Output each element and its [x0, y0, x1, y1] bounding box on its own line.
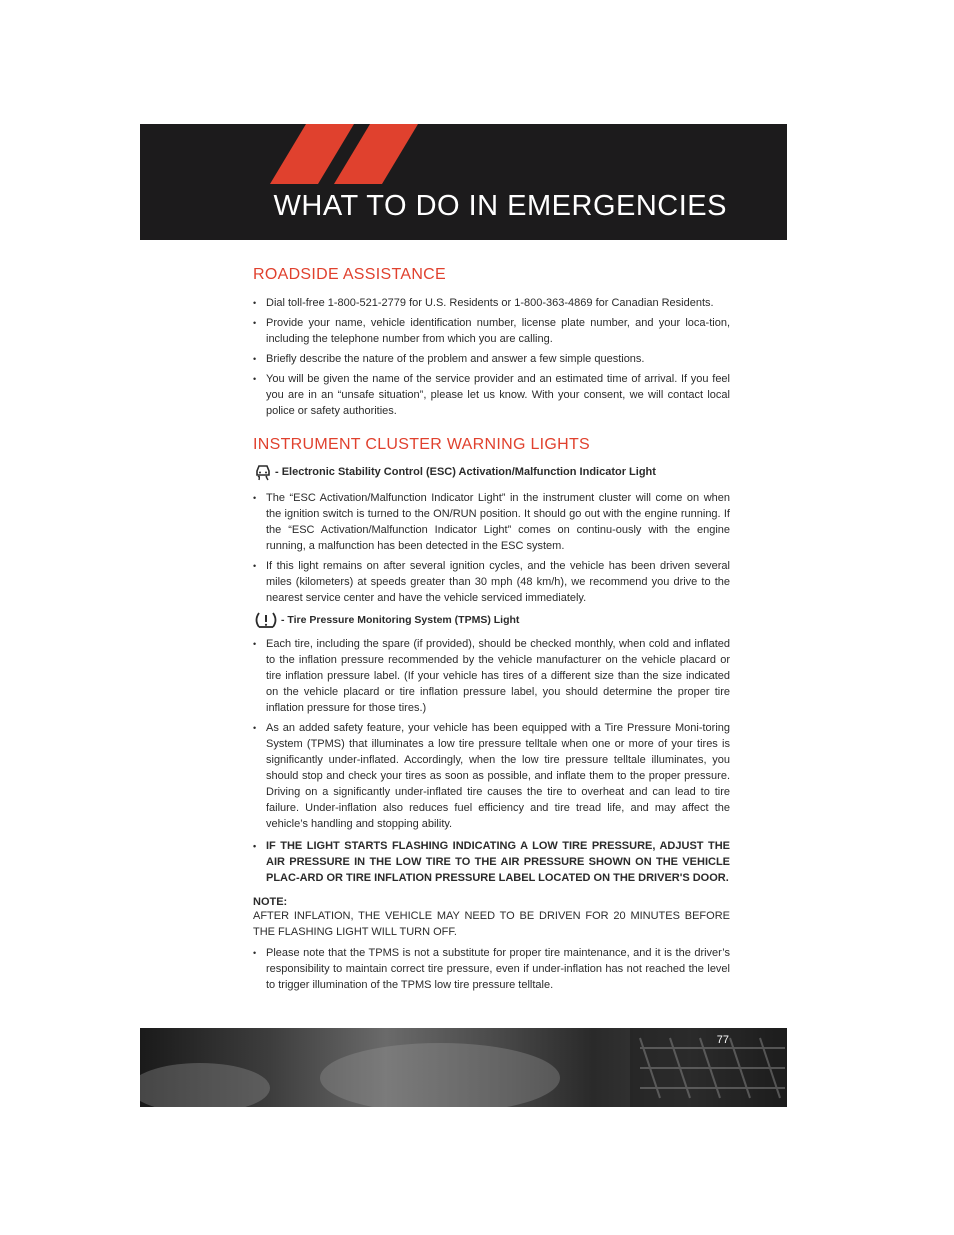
esc-subheading [253, 463, 730, 481]
list-item: • If this light remains on after several ignition cycles, and the vehicle has been driven several miles (kilometers) at speeds greater than 30 mph (48 km/h), we recommend you drive to the nearest service center and have the vehicle serviced immediately. [253, 558, 730, 606]
page-title: WHAT TO DO IN EMERGENCIES [273, 190, 727, 222]
list-item: • As an added safety feature, your vehicle has been equipped with a Tire Pressure Moni-toring System (TPMS) that illuminates a low tire pressure telltale when one or more of your tires is significantly under-inflated. Accordingly, when the low tire pressure telltale illuminates, you should stop and check your tires as soon as possible, and inflate them to the proper pressure. Driving on a significantly under-inflated tire causes the tire to overheat and can lead to tire failure. Under-inflation also reduces fuel efficiency and tire tread life, and may affect the vehicle’s handling and stopping ability. [253, 720, 730, 832]
roadside-list [253, 295, 730, 419]
list-item: • You will be given the name of the service provider and an estimated time of arrival. If you feel you are in an “unsafe situation”, please let us know. With your consent, we will contact local police or safety authorities. [253, 371, 730, 419]
page-header [140, 124, 787, 240]
esc-skid-icon [253, 463, 273, 481]
roadside-assistance-heading: ROADSIDE ASSISTANCE [253, 266, 447, 283]
warning-lights-heading: INSTRUMENT CLUSTER WARNING LIGHTS [253, 436, 591, 453]
note-label: NOTE: [253, 896, 288, 908]
tpms-final-list [253, 945, 730, 993]
esc-list [253, 490, 730, 606]
note-text: AFTER INFLATION, THE VEHICLE MAY NEED TO BE DRIVEN FOR 20 MINUTES BEFORE THE FLASHING LIGHT WILL TURN OFF. [253, 910, 730, 938]
list-item: • Briefly describe the nature of the problem and answer a few simple questions. [253, 351, 730, 367]
tpms-subheading-text: - Tire Pressure Monitoring System (TPMS) Light [281, 614, 520, 626]
racing-stripes-logo [270, 124, 420, 184]
tpms-subheading [253, 611, 730, 629]
esc-subheading-text: - Electronic Stability Control (ESC) Activation/Malfunction Indicator Light [275, 466, 656, 478]
tire-pressure-icon [253, 611, 279, 629]
list-item: • Provide your name, vehicle identification number, license plate number, and your loca-tion, including the telephone number from which you are calling. [253, 315, 730, 347]
main-content [253, 266, 730, 997]
list-item: • The “ESC Activation/Malfunction Indicator Light” in the instrument cluster will come on when the ignition switch is turned to the ON/RUN position. It should go out with the engine running. If the “ESC Activation/Malfunction Indicator Light” comes on continu-ously with the engine running, a malfunction has been detected in the ESC system. [253, 490, 730, 554]
footer-photo-graphic [140, 1028, 787, 1107]
page-number: 77 [716, 1034, 729, 1046]
list-item: • Dial toll-free 1-800-521-2779 for U.S. Residents or 1-800-363-4869 for Canadian Residents. [253, 295, 730, 311]
page-footer [140, 1028, 787, 1107]
tpms-warning-item: • IF THE LIGHT STARTS FLASHING INDICATING A LOW TIRE PRESSURE, ADJUST THE AIR PRESSURE IN THE LOW TIRE TO THE AIR PRESSURE SHOWN ON THE VEHICLE PLAC-ARD OR TIRE INFLATION PRESSURE LABEL LOCATED ON THE DRIVER'S DOOR. [253, 838, 730, 886]
list-item: • Please note that the TPMS is not a substitute for proper tire maintenance, and it is the driver’s responsibility to maintain correct tire pressure, even if under-inflation has not reached the level to trigger illumination of the TPMS low tire pressure telltale. [253, 945, 730, 993]
tpms-list [253, 636, 730, 886]
list-item: • Each tire, including the spare (if provided), should be checked monthly, when cold and inflated to the inflation pressure recommended by the vehicle manufacturer on the vehicle placard or tire inflation pressure label. (If your vehicle has tires of a different size than the size indicated on the vehicle placard or tire inflation pressure label, you should determine the proper tire inflation pressure for those tires.) [253, 636, 730, 716]
